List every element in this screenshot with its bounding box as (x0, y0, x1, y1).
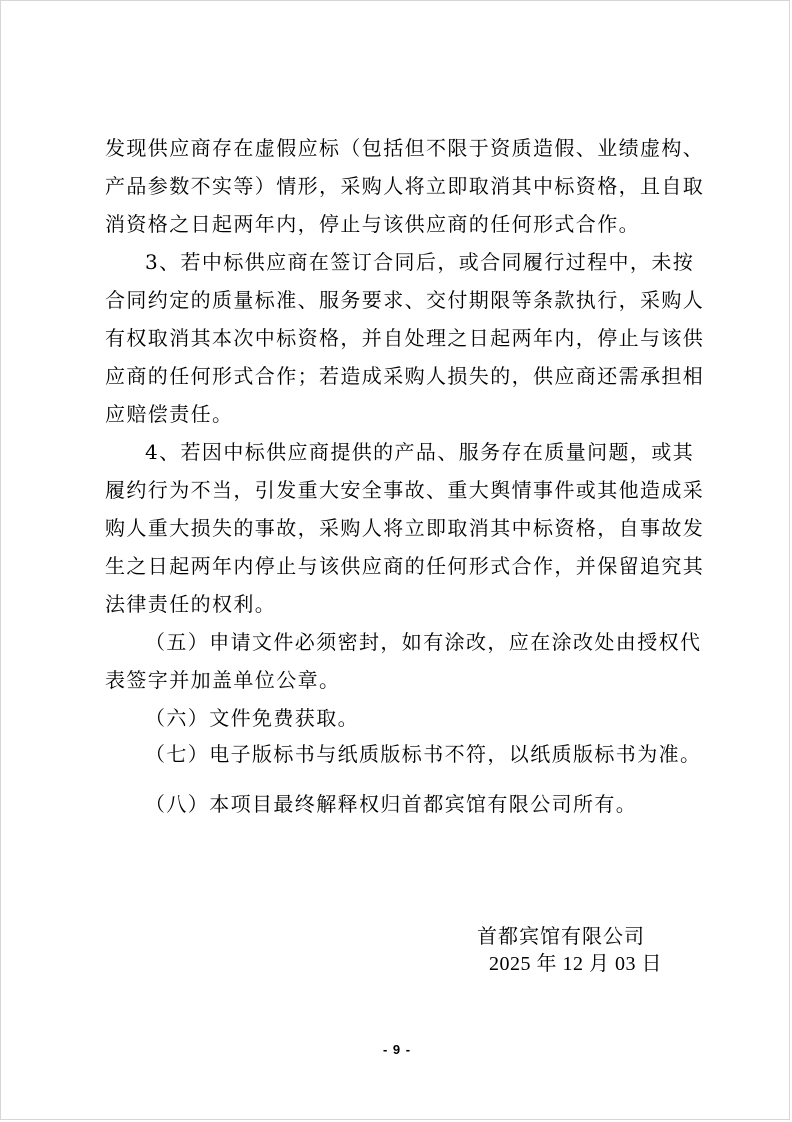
text-line: 表签字并加盖单位公章。 (105, 668, 341, 692)
text-line: 产品参数不实等）情形，采购人将立即取消其中标资格，且自取 (105, 174, 705, 198)
text-line: 4、若因中标供应商提供的产品、服务存在质量问题，或其 (145, 440, 695, 464)
page-number: - 9 - (382, 1042, 412, 1057)
text-line: 应赔偿责任。 (105, 402, 234, 426)
text-line: 消资格之日起两年内，停止与该供应商的任何形式合作。 (105, 212, 640, 236)
text-line: （八）本项目最终解释权归首都宾馆有限公司所有。 (145, 792, 638, 816)
text-line: 3、若中标供应商在签订合同后，或合同履行过程中，未按 (145, 250, 695, 274)
text-line: 应商的任何形式合作；若造成采购人损失的，供应商还需承担相 (105, 364, 705, 388)
text-line: 法律责任的权利。 (105, 592, 277, 616)
text-line: 购人重大损失的事故，采购人将立即取消其中标资格，自事故发 (105, 516, 705, 540)
text-line: 生之日起两年内停止与该供应商的任何形式合作，并保留追究其 (105, 554, 705, 578)
signature-date: 2025 年 12 月 03 日 (489, 953, 662, 975)
text-line: 有权取消其本次中标资格，并自处理之日起两年内，停止与该供 (105, 326, 705, 350)
text-line: （五）申请文件必须密封，如有涂改，应在涂改处由授权代 (145, 630, 702, 654)
signature-organization: 首都宾馆有限公司 (477, 924, 645, 948)
text-line: 合同约定的质量标准、服务要求、交付期限等条款执行，采购人 (105, 288, 705, 312)
text-line: （六）文件免费获取。 (145, 706, 359, 730)
text-line: 发现供应商存在虚假应标（包括但不限于资质造假、业绩虚构、 (105, 136, 705, 160)
document-body (105, 136, 705, 832)
text-line: （七）电子版标书与纸质版标书不符，以纸质版标书为准。 (145, 742, 702, 766)
text-line: 履约行为不当，引发重大安全事故、重大舆情事件或其他造成采 (105, 478, 705, 502)
